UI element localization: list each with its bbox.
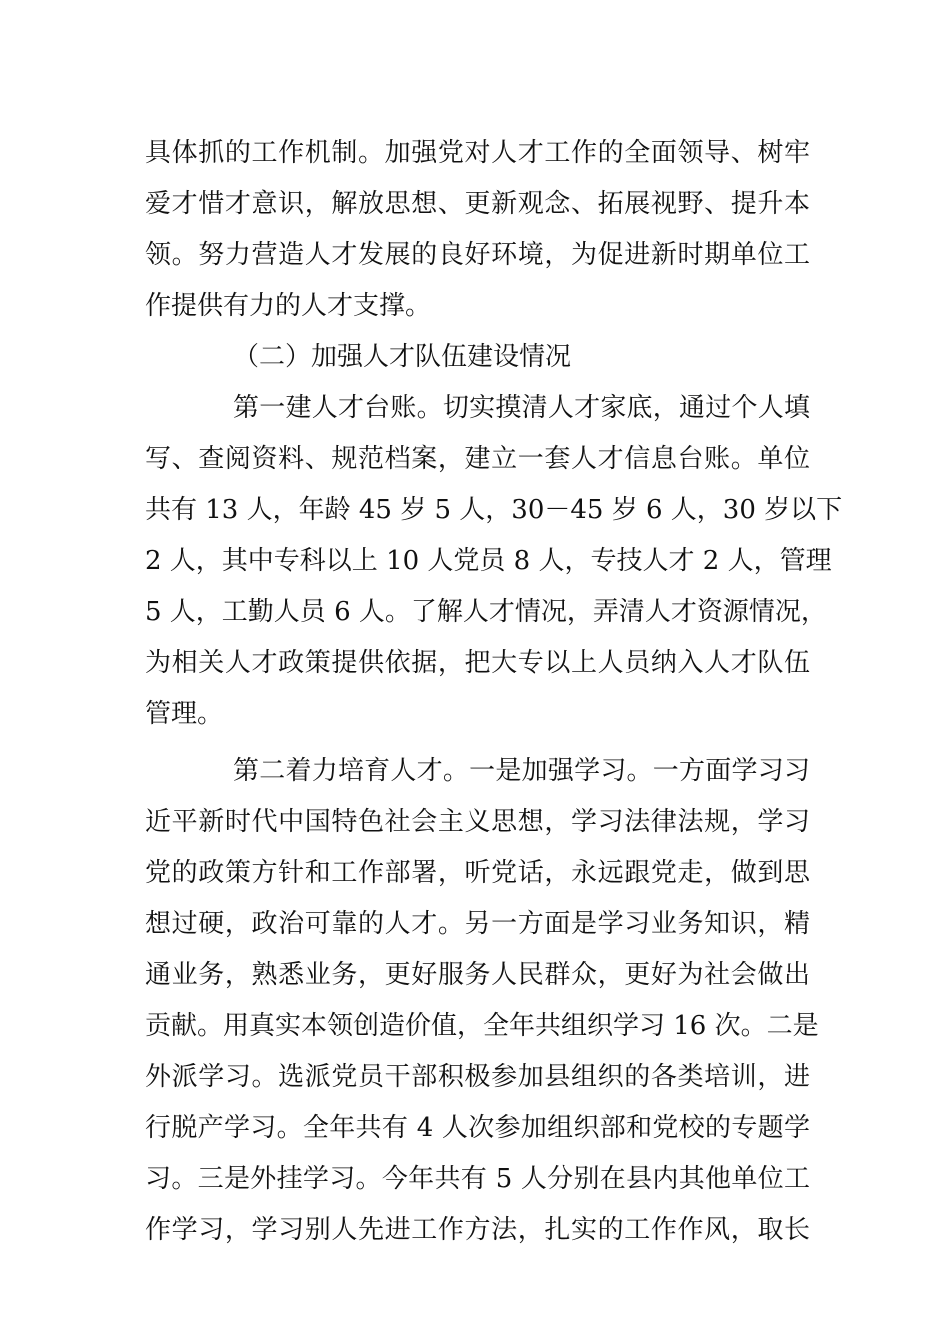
paragraph-1-line-2: 爱才惜才意识，解放思想、更新观念、拓展视野、提升本 [145, 189, 810, 219]
paragraph-3-line-1: 第二着力培育人才。一是加强学习。一方面学习习 [233, 756, 810, 786]
paragraph-3-line-4: 想过硬，政治可靠的人才。另一方面是学习业务知识，精 [145, 909, 810, 939]
paragraph-2-line-6: 为相关人才政策提供依据，把大专以上人员纳入人才队伍 [145, 648, 810, 678]
paragraph-3-line-7: 外派学习。选派党员干部积极参加县组织的各类培训，进 [145, 1062, 810, 1092]
paragraph-3-line-8: 行脱产学习。全年共有 4 人次参加组织部和党校的专题学 [145, 1113, 810, 1143]
paragraph-2-line-4: 2 人，其中专科以上 10 人党员 8 人，专技人才 2 人，管理 [145, 546, 832, 576]
paragraph-3-line-2: 近平新时代中国特色社会主义思想，学习法律法规，学习 [145, 807, 810, 837]
paragraph-1-line-3: 领。努力营造人才发展的良好环境，为促进新时期单位工 [145, 240, 810, 270]
paragraph-2-line-7: 管理。 [145, 699, 224, 729]
paragraph-3-line-9: 习。三是外挂学习。今年共有 5 人分别在县内其他单位工 [145, 1164, 810, 1194]
paragraph-2-line-2: 写、查阅资料、规范档案，建立一套人才信息台账。单位 [145, 444, 810, 474]
paragraph-2-line-3: 共有 13 人，年龄 45 岁 5 人，30－45 岁 6 人，30 岁以下 [145, 495, 843, 525]
section-heading: （二）加强人才队伍建设情况 [233, 342, 572, 372]
document-body [145, 128, 843, 1256]
paragraph-2-line-5: 5 人，工勤人员 6 人。了解人才情况，弄清人才资源情况， [145, 597, 827, 627]
paragraph-1-line-4: 作提供有力的人才支撑。 [145, 291, 432, 321]
paragraph-3-line-5: 通业务，熟悉业务，更好服务人民群众，更好为社会做出 [145, 960, 810, 990]
paragraph-3-line-3: 党的政策方针和工作部署，听党话，永远跟党走，做到思 [145, 858, 810, 888]
paragraph-2-line-1: 第一建人才台账。切实摸清人才家底，通过个人填 [233, 393, 810, 423]
paragraph-1-line-1: 具体抓的工作机制。加强党对人才工作的全面领导、树牢 [145, 138, 810, 168]
paragraph-3-line-6: 贡献。用真实本领创造价值，全年共组织学习 16 次。二是 [145, 1011, 819, 1041]
paragraph-3-line-10: 作学习，学习别人先进工作方法，扎实的工作作风，取长 [145, 1215, 810, 1245]
